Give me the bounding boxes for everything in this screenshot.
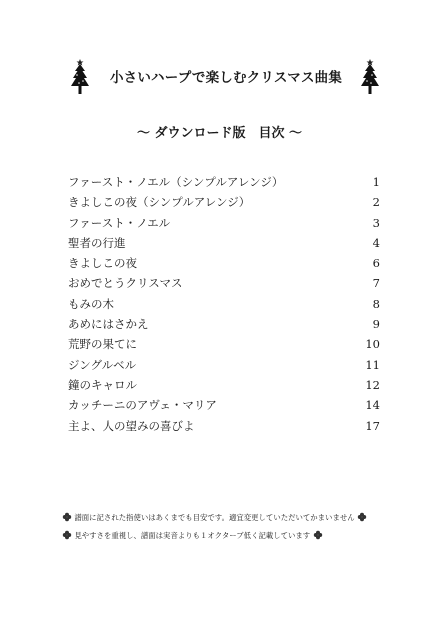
toc-entry-page: 4 — [372, 235, 380, 250]
toc-entry-title: もみの木 — [68, 296, 114, 311]
clover-icon — [62, 512, 72, 522]
toc-entry — [68, 314, 380, 334]
toc-entry — [68, 172, 380, 192]
toc-entry-page: 17 — [365, 418, 380, 433]
document-title: 小さいハープで楽しむクリスマス曲集 — [109, 70, 343, 86]
toc-entry-title: 荒野の果てに — [68, 337, 137, 352]
toc-entry — [68, 192, 380, 212]
footnote-fingering — [62, 512, 367, 523]
toc-entry — [68, 253, 380, 273]
toc-entry-title: おめでとうクリスマス — [68, 276, 183, 291]
clover-icon — [357, 512, 367, 522]
toc-entry-title: ファースト・ノエル（シンプルアレンジ） — [68, 175, 284, 189]
christmas-tree-icon — [358, 58, 382, 96]
toc-entry — [68, 213, 380, 233]
toc-entry-title: きよしこの夜 — [68, 256, 137, 271]
toc-entry-title: 主よ、人の望みの喜びよ — [68, 418, 195, 433]
toc-heading: ～ ダウンロード版 目次 ～ — [136, 126, 303, 141]
toc-entry-page: 8 — [372, 296, 380, 311]
toc-entry-title: 鐘のキャロル — [68, 377, 137, 392]
footnote-octave — [62, 530, 323, 541]
toc-entry-page: 14 — [365, 398, 380, 413]
toc-entry — [68, 375, 380, 395]
toc-entry-page: 3 — [372, 215, 380, 230]
footnote-text: 譜面に記された指使いはあくまでも目安です。適宜変更していただいてかまいません — [74, 513, 355, 522]
table-of-contents — [68, 172, 380, 436]
toc-entry-page: 7 — [372, 276, 380, 291]
toc-entry-page: 9 — [372, 317, 380, 332]
toc-entry — [68, 355, 380, 375]
toc-entry — [68, 334, 380, 354]
toc-entry-page: 12 — [365, 377, 380, 392]
toc-entry — [68, 294, 380, 314]
toc-entry — [68, 395, 380, 415]
clover-icon — [62, 530, 72, 540]
toc-entry-title: ファースト・ノエル — [68, 215, 171, 230]
toc-entry-title: きよしこの夜（シンプルアレンジ） — [68, 195, 251, 210]
toc-entry — [68, 233, 380, 253]
toc-entry-title: ジングルベル — [68, 357, 137, 372]
toc-entry-page: 6 — [372, 256, 380, 271]
clover-icon — [313, 530, 323, 540]
toc-entry-page: 11 — [365, 357, 380, 372]
toc-entry — [68, 273, 380, 293]
toc-entry-page: 2 — [372, 195, 380, 210]
toc-entry-page: 1 — [372, 175, 380, 189]
toc-entry-title: 聖者の行進 — [68, 235, 126, 250]
toc-entry-page: 10 — [365, 337, 380, 352]
footnote-text: 見やすさを重視し、譜面は実音よりも１オクターブ低く記載しています — [74, 531, 311, 540]
toc-entry-title: あめにはさかえ — [68, 317, 149, 332]
christmas-tree-icon — [68, 58, 92, 96]
toc-entry — [68, 416, 380, 436]
toc-entry-title: カッチーニのアヴェ・マリア — [68, 398, 217, 413]
